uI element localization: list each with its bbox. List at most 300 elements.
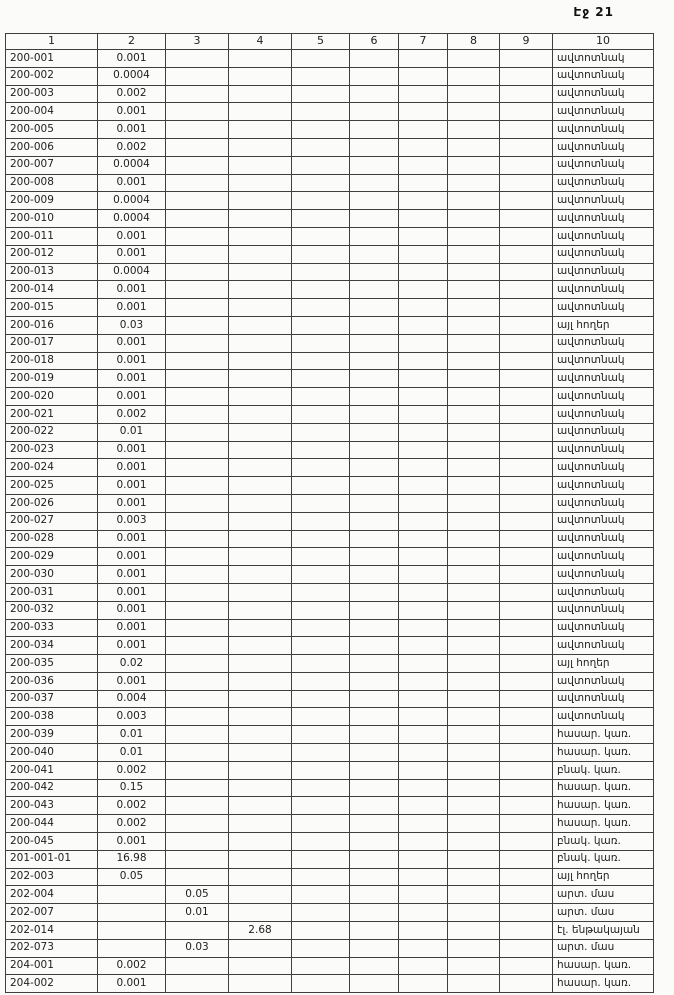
cell-col-7 (399, 744, 448, 762)
cell-col-9 (500, 850, 553, 868)
cell-col-10: ավտոտնակ (553, 441, 654, 459)
cell-col-10: ավտոտնակ (553, 352, 654, 370)
cell-col-9 (500, 245, 553, 263)
cell-col-4 (229, 441, 292, 459)
cell-col-8 (448, 299, 500, 317)
cell-col-7 (399, 850, 448, 868)
cell-col-6 (350, 50, 399, 68)
cell-col-5 (292, 459, 350, 477)
cell-col-4 (229, 690, 292, 708)
cell-col-4 (229, 886, 292, 904)
cell-col-1: 200-018 (6, 352, 98, 370)
cell-col-8 (448, 352, 500, 370)
cell-col-4 (229, 601, 292, 619)
cell-col-9 (500, 655, 553, 673)
cell-col-1: 200-006 (6, 138, 98, 156)
cell-col-2: 0.001 (98, 121, 166, 139)
cell-col-3 (166, 779, 229, 797)
cell-col-8 (448, 85, 500, 103)
cell-col-6 (350, 494, 399, 512)
cell-col-9 (500, 281, 553, 299)
cell-col-8 (448, 619, 500, 637)
cell-col-7 (399, 299, 448, 317)
cell-col-7 (399, 477, 448, 495)
cell-col-6 (350, 477, 399, 495)
cell-col-10: ավտոտնակ (553, 281, 654, 299)
cell-col-4 (229, 655, 292, 673)
cell-col-5 (292, 156, 350, 174)
table-row (6, 530, 654, 548)
cell-col-6 (350, 583, 399, 601)
cell-col-1: 200-032 (6, 601, 98, 619)
table-row (6, 833, 654, 851)
cell-col-1: 200-022 (6, 423, 98, 441)
cell-col-5 (292, 530, 350, 548)
cell-col-3 (166, 797, 229, 815)
cell-col-9 (500, 530, 553, 548)
cell-col-6 (350, 939, 399, 957)
cell-col-10: բնակ. կառ. (553, 761, 654, 779)
cell-col-6 (350, 726, 399, 744)
cell-col-5 (292, 957, 350, 975)
cell-col-9 (500, 619, 553, 637)
cell-col-3 (166, 138, 229, 156)
cell-col-4 (229, 85, 292, 103)
table-row (6, 67, 654, 85)
cell-col-3 (166, 566, 229, 584)
table-row (6, 174, 654, 192)
cell-col-1: 200-001 (6, 50, 98, 68)
cell-col-6 (350, 192, 399, 210)
cell-col-8 (448, 512, 500, 530)
cell-col-10: ավտոտնակ (553, 138, 654, 156)
column-header-7: 7 (399, 34, 448, 50)
cell-col-7 (399, 441, 448, 459)
cell-col-6 (350, 761, 399, 779)
cell-col-4 (229, 405, 292, 423)
cell-col-3 (166, 494, 229, 512)
cell-col-8 (448, 281, 500, 299)
cell-col-1: 200-008 (6, 174, 98, 192)
cell-col-8 (448, 797, 500, 815)
cell-col-5 (292, 708, 350, 726)
table-row (6, 103, 654, 121)
cell-col-4 (229, 334, 292, 352)
cell-col-8 (448, 388, 500, 406)
cell-col-3 (166, 263, 229, 281)
cell-col-5 (292, 388, 350, 406)
cell-col-1: 200-033 (6, 619, 98, 637)
cell-col-7 (399, 459, 448, 477)
cell-col-8 (448, 138, 500, 156)
table-container (5, 33, 653, 993)
cell-col-7 (399, 815, 448, 833)
table-row (6, 316, 654, 334)
cell-col-9 (500, 833, 553, 851)
cell-col-5 (292, 886, 350, 904)
cell-col-4 (229, 583, 292, 601)
cell-col-3 (166, 352, 229, 370)
cell-col-1: 200-019 (6, 370, 98, 388)
cell-col-3 (166, 103, 229, 121)
cell-col-6 (350, 566, 399, 584)
cell-col-5 (292, 726, 350, 744)
cell-col-7 (399, 833, 448, 851)
cell-col-3 (166, 477, 229, 495)
cell-col-4 (229, 797, 292, 815)
cell-col-7 (399, 50, 448, 68)
cell-col-9 (500, 548, 553, 566)
cell-col-9 (500, 103, 553, 121)
table-row (6, 886, 654, 904)
table-row (6, 939, 654, 957)
cell-col-10: ավտոտնակ (553, 405, 654, 423)
cell-col-3 (166, 370, 229, 388)
cell-col-4 (229, 708, 292, 726)
cell-col-6 (350, 815, 399, 833)
cell-col-4 (229, 957, 292, 975)
cell-col-2: 0.001 (98, 50, 166, 68)
table-row (6, 601, 654, 619)
cell-col-5 (292, 85, 350, 103)
cell-col-1: 200-031 (6, 583, 98, 601)
cell-col-10: ավտոտնակ (553, 601, 654, 619)
cell-col-6 (350, 868, 399, 886)
cell-col-5 (292, 655, 350, 673)
page-number-label: Էջ 21 (573, 5, 614, 19)
cell-col-5 (292, 904, 350, 922)
cell-col-10: ավտոտնակ (553, 174, 654, 192)
cell-col-8 (448, 850, 500, 868)
cell-col-1: 200-009 (6, 192, 98, 210)
cell-col-6 (350, 619, 399, 637)
column-header-1: 1 (6, 34, 98, 50)
cell-col-5 (292, 423, 350, 441)
cell-col-6 (350, 512, 399, 530)
cell-col-2: 0.001 (98, 833, 166, 851)
cell-col-7 (399, 779, 448, 797)
cell-col-7 (399, 637, 448, 655)
cell-col-7 (399, 192, 448, 210)
cell-col-1: 200-039 (6, 726, 98, 744)
cell-col-10: հասար. կառ. (553, 726, 654, 744)
cell-col-7 (399, 601, 448, 619)
cell-col-6 (350, 174, 399, 192)
cell-col-9 (500, 121, 553, 139)
column-header-2: 2 (98, 34, 166, 50)
table-row (6, 85, 654, 103)
table-body (6, 50, 654, 993)
cell-col-8 (448, 672, 500, 690)
table-row (6, 156, 654, 174)
cell-col-3 (166, 299, 229, 317)
cell-col-3 (166, 121, 229, 139)
cell-col-5 (292, 477, 350, 495)
cell-col-10: այլ հողեր (553, 868, 654, 886)
cell-col-10: ավտոտնակ (553, 512, 654, 530)
cell-col-6 (350, 156, 399, 174)
cell-col-5 (292, 619, 350, 637)
cell-col-2: 0.001 (98, 245, 166, 263)
cell-col-9 (500, 459, 553, 477)
cell-col-6 (350, 672, 399, 690)
cell-col-1: 200-025 (6, 477, 98, 495)
cell-col-6 (350, 601, 399, 619)
cell-col-3 (166, 726, 229, 744)
cell-col-1: 200-036 (6, 672, 98, 690)
table-row (6, 690, 654, 708)
cell-col-4 (229, 779, 292, 797)
column-header-5: 5 (292, 34, 350, 50)
cell-col-8 (448, 103, 500, 121)
cell-col-8 (448, 601, 500, 619)
cell-col-4 (229, 566, 292, 584)
cell-col-10: ավտոտնակ (553, 619, 654, 637)
cell-col-10: ավտոտնակ (553, 637, 654, 655)
cell-col-2: 0.0004 (98, 156, 166, 174)
cell-col-3 (166, 281, 229, 299)
cell-col-3 (166, 672, 229, 690)
table-row (6, 299, 654, 317)
cell-col-3 (166, 388, 229, 406)
cell-col-7 (399, 281, 448, 299)
cell-col-1: 200-026 (6, 494, 98, 512)
table-row (6, 708, 654, 726)
cell-col-7 (399, 619, 448, 637)
cell-col-8 (448, 904, 500, 922)
cell-col-6 (350, 904, 399, 922)
cell-col-5 (292, 334, 350, 352)
cell-col-8 (448, 423, 500, 441)
cell-col-10: ավտոտնակ (553, 245, 654, 263)
cell-col-1: 200-040 (6, 744, 98, 762)
cell-col-5 (292, 566, 350, 584)
cell-col-9 (500, 50, 553, 68)
cell-col-2 (98, 939, 166, 957)
cell-col-9 (500, 566, 553, 584)
table-row (6, 512, 654, 530)
cell-col-7 (399, 227, 448, 245)
cell-col-2: 0.001 (98, 601, 166, 619)
cell-col-10: հասար. կառ. (553, 815, 654, 833)
cell-col-7 (399, 334, 448, 352)
cell-col-9 (500, 815, 553, 833)
cell-col-2: 0.001 (98, 281, 166, 299)
table-row (6, 334, 654, 352)
cell-col-5 (292, 174, 350, 192)
cell-col-9 (500, 797, 553, 815)
cell-col-7 (399, 761, 448, 779)
cell-col-3 (166, 833, 229, 851)
cell-col-1: 204-002 (6, 975, 98, 993)
cell-col-2: 0.004 (98, 690, 166, 708)
cell-col-6 (350, 245, 399, 263)
column-header-3: 3 (166, 34, 229, 50)
cell-col-8 (448, 922, 500, 940)
cell-col-10: ավտոտնակ (553, 156, 654, 174)
cell-col-2 (98, 922, 166, 940)
cell-col-6 (350, 210, 399, 228)
table-row (6, 441, 654, 459)
cell-col-2: 0.003 (98, 708, 166, 726)
table-row (6, 744, 654, 762)
cell-col-7 (399, 548, 448, 566)
cell-col-2: 0.001 (98, 477, 166, 495)
cell-col-3 (166, 868, 229, 886)
cell-col-5 (292, 281, 350, 299)
cell-col-4 (229, 316, 292, 334)
cell-col-6 (350, 708, 399, 726)
cell-col-8 (448, 121, 500, 139)
cell-col-7 (399, 939, 448, 957)
cell-col-8 (448, 583, 500, 601)
cell-col-3 (166, 815, 229, 833)
cell-col-9 (500, 744, 553, 762)
cell-col-6 (350, 370, 399, 388)
cell-col-10: ավտոտնակ (553, 548, 654, 566)
cell-col-10: ավտոտնակ (553, 121, 654, 139)
table-row (6, 494, 654, 512)
table-row (6, 423, 654, 441)
cell-col-8 (448, 477, 500, 495)
cell-col-7 (399, 708, 448, 726)
cell-col-8 (448, 370, 500, 388)
table-row (6, 352, 654, 370)
cell-col-10: ավտոտնակ (553, 530, 654, 548)
cell-col-7 (399, 156, 448, 174)
cell-col-2: 0.002 (98, 405, 166, 423)
cell-col-5 (292, 690, 350, 708)
cell-col-4 (229, 227, 292, 245)
cell-col-6 (350, 281, 399, 299)
cell-col-8 (448, 939, 500, 957)
cell-col-9 (500, 583, 553, 601)
cell-col-4 (229, 370, 292, 388)
cell-col-8 (448, 726, 500, 744)
cell-col-8 (448, 263, 500, 281)
cell-col-6 (350, 67, 399, 85)
cell-col-10: արտ. մաս (553, 939, 654, 957)
cell-col-10: ավտոտնակ (553, 459, 654, 477)
column-header-9: 9 (500, 34, 553, 50)
cell-col-2: 0.001 (98, 334, 166, 352)
cell-col-8 (448, 886, 500, 904)
land-register-table (5, 33, 654, 993)
cell-col-5 (292, 601, 350, 619)
cell-col-5 (292, 939, 350, 957)
cell-col-5 (292, 583, 350, 601)
cell-col-6 (350, 459, 399, 477)
cell-col-4 (229, 833, 292, 851)
cell-col-9 (500, 370, 553, 388)
table-row (6, 263, 654, 281)
cell-col-9 (500, 156, 553, 174)
cell-col-3: 0.05 (166, 886, 229, 904)
cell-col-9 (500, 423, 553, 441)
cell-col-3 (166, 850, 229, 868)
cell-col-3 (166, 67, 229, 85)
cell-col-7 (399, 121, 448, 139)
cell-col-3 (166, 601, 229, 619)
cell-col-3 (166, 405, 229, 423)
cell-col-9 (500, 868, 553, 886)
cell-col-4: 2.68 (229, 922, 292, 940)
cell-col-7 (399, 886, 448, 904)
cell-col-8 (448, 192, 500, 210)
cell-col-9 (500, 388, 553, 406)
cell-col-5 (292, 815, 350, 833)
cell-col-6 (350, 103, 399, 121)
column-header-10: 10 (553, 34, 654, 50)
column-header-6: 6 (350, 34, 399, 50)
cell-col-8 (448, 779, 500, 797)
table-row (6, 281, 654, 299)
cell-col-8 (448, 815, 500, 833)
cell-col-7 (399, 655, 448, 673)
table-row (6, 210, 654, 228)
cell-col-4 (229, 512, 292, 530)
cell-col-5 (292, 637, 350, 655)
cell-col-9 (500, 138, 553, 156)
cell-col-8 (448, 316, 500, 334)
cell-col-9 (500, 352, 553, 370)
cell-col-5 (292, 797, 350, 815)
cell-col-1: 200-030 (6, 566, 98, 584)
table-header-row (6, 34, 654, 50)
cell-col-3 (166, 655, 229, 673)
cell-col-4 (229, 904, 292, 922)
cell-col-6 (350, 263, 399, 281)
cell-col-5 (292, 922, 350, 940)
cell-col-8 (448, 637, 500, 655)
cell-col-6 (350, 637, 399, 655)
table-row (6, 619, 654, 637)
cell-col-9 (500, 263, 553, 281)
cell-col-7 (399, 174, 448, 192)
table-row (6, 121, 654, 139)
table-row (6, 637, 654, 655)
cell-col-6 (350, 530, 399, 548)
cell-col-6 (350, 138, 399, 156)
cell-col-4 (229, 850, 292, 868)
cell-col-7 (399, 138, 448, 156)
cell-col-9 (500, 67, 553, 85)
cell-col-1: 200-035 (6, 655, 98, 673)
cell-col-4 (229, 423, 292, 441)
cell-col-2: 0.0004 (98, 192, 166, 210)
cell-col-10: ավտոտնակ (553, 566, 654, 584)
cell-col-7 (399, 672, 448, 690)
cell-col-8 (448, 868, 500, 886)
cell-col-1: 200-016 (6, 316, 98, 334)
cell-col-1: 202-014 (6, 922, 98, 940)
cell-col-10: հասար. կառ. (553, 975, 654, 993)
cell-col-2: 0.01 (98, 744, 166, 762)
table-row (6, 50, 654, 68)
cell-col-3 (166, 957, 229, 975)
cell-col-5 (292, 263, 350, 281)
table-row (6, 477, 654, 495)
table-row (6, 904, 654, 922)
cell-col-4 (229, 138, 292, 156)
cell-col-5 (292, 316, 350, 334)
cell-col-9 (500, 85, 553, 103)
cell-col-4 (229, 815, 292, 833)
cell-col-9 (500, 227, 553, 245)
cell-col-5 (292, 761, 350, 779)
table-row (6, 922, 654, 940)
cell-col-7 (399, 583, 448, 601)
